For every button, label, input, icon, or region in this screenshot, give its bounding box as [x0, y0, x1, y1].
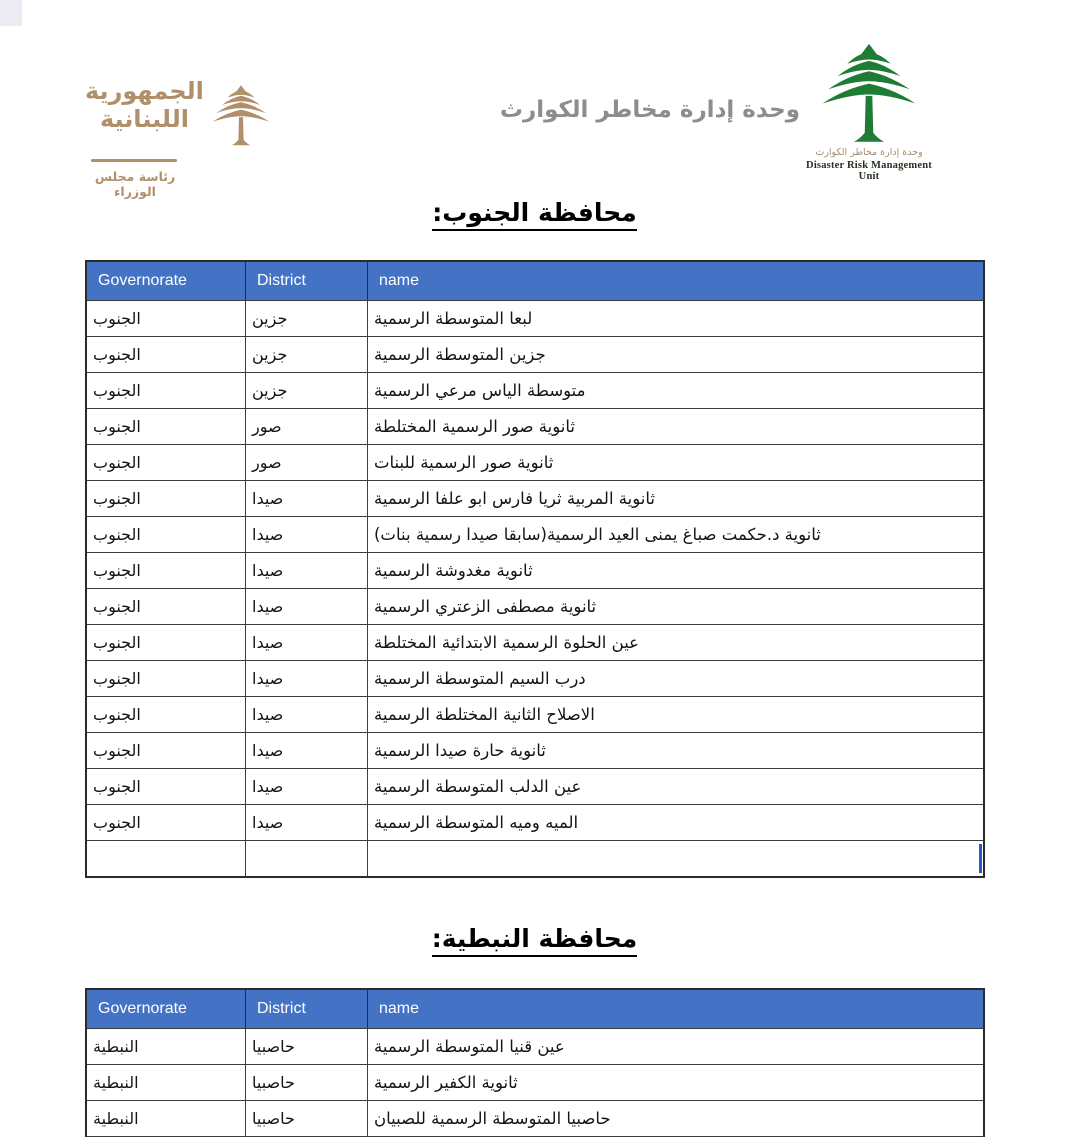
- district-cell[interactable]: [245, 625, 367, 660]
- section-title-nabatieh[interactable]: [0, 924, 1069, 953]
- governorate-cell[interactable]: [87, 1065, 245, 1100]
- name-cell[interactable]: [367, 661, 983, 696]
- district-cell[interactable]: [245, 373, 367, 408]
- table-row: [87, 840, 983, 876]
- district-text: صيدا: [252, 705, 284, 724]
- district-text: صيدا: [252, 597, 284, 616]
- district-text: حاصبيا: [252, 1037, 295, 1056]
- table-row: [87, 660, 983, 696]
- governorate-text: الجنوب: [93, 381, 141, 400]
- name-text: عين قنيا المتوسطة الرسمية: [374, 1037, 565, 1056]
- lebanese-republic-logo: [85, 78, 247, 199]
- governorate-cell[interactable]: [87, 481, 245, 516]
- governorate-text: الجنوب: [93, 777, 141, 796]
- name-text: لبعا المتوسطة الرسمية: [374, 309, 533, 328]
- table-row: [87, 624, 983, 660]
- district-cell[interactable]: [245, 1029, 367, 1064]
- name-text: ثانوية مصطفى الزعتري الرسمية: [374, 597, 597, 616]
- governorate-text: الجنوب: [93, 705, 141, 724]
- name-cell[interactable]: [367, 805, 983, 840]
- district-text: حاصبيا: [252, 1073, 295, 1092]
- district-text: صور: [252, 453, 282, 472]
- south-governorate-table: [85, 260, 985, 878]
- name-cell[interactable]: [367, 517, 983, 552]
- district-cell[interactable]: [245, 1101, 367, 1136]
- name-cell[interactable]: [367, 337, 983, 372]
- table-body: [87, 1028, 983, 1137]
- name-text: ثانوية صور الرسمية المختلطة: [374, 417, 575, 436]
- name-text: الميه وميه المتوسطة الرسمية: [374, 813, 579, 832]
- district-text: صيدا: [252, 489, 284, 508]
- name-text: متوسطة الياس مرعي الرسمية: [374, 381, 586, 400]
- name-cell[interactable]: [367, 841, 983, 876]
- name-cell[interactable]: [367, 1029, 983, 1064]
- district-cell[interactable]: [245, 661, 367, 696]
- cedar-tree-icon: [212, 84, 270, 152]
- drmu-logo: [801, 42, 937, 182]
- name-cell[interactable]: [367, 445, 983, 480]
- name-cell[interactable]: [367, 625, 983, 660]
- district-cell[interactable]: [245, 769, 367, 804]
- governorate-text: الجنوب: [93, 525, 141, 544]
- district-cell[interactable]: [245, 733, 367, 768]
- header-cell-governorate[interactable]: Governorate: [98, 1000, 187, 1017]
- name-cell[interactable]: [367, 481, 983, 516]
- cedar-tree-icon: [801, 42, 937, 146]
- table-row: [87, 1064, 983, 1100]
- name-text: الاصلاح الثانية المختلطة الرسمية: [374, 705, 595, 724]
- district-cell[interactable]: [245, 445, 367, 480]
- table-row: [87, 768, 983, 804]
- governorate-cell[interactable]: [87, 337, 245, 372]
- district-cell[interactable]: [245, 517, 367, 552]
- governorate-text: الجنوب: [93, 597, 141, 616]
- district-text: صور: [252, 417, 282, 436]
- name-cell[interactable]: [367, 733, 983, 768]
- district-cell[interactable]: [245, 301, 367, 336]
- name-text: عين الحلوة الرسمية الابتدائية المختلطة: [374, 633, 640, 652]
- section-title-south[interactable]: [0, 198, 1069, 227]
- governorate-cell[interactable]: [87, 625, 245, 660]
- table-row: [87, 1028, 983, 1064]
- table-row: [87, 300, 983, 336]
- governorate-text: الجنوب: [93, 489, 141, 508]
- table-row: [87, 336, 983, 372]
- name-text: ثانوية مغدوشة الرسمية: [374, 561, 533, 580]
- name-cell[interactable]: [367, 589, 983, 624]
- name-cell[interactable]: [367, 697, 983, 732]
- district-cell[interactable]: [245, 409, 367, 444]
- district-text: جزين: [252, 345, 288, 364]
- governorate-cell[interactable]: [87, 841, 245, 876]
- district-text: صيدا: [252, 525, 284, 544]
- table-row: [87, 552, 983, 588]
- governorate-cell[interactable]: [87, 553, 245, 588]
- district-text: صيدا: [252, 777, 284, 796]
- drmu-caption-arabic: وحدة إدارة مخاطر الكوارث: [815, 147, 923, 158]
- name-text: ثانوية المربية ثريا فارس ابو علفا الرسمية: [374, 489, 655, 508]
- district-cell[interactable]: [245, 1065, 367, 1100]
- text-cursor: [979, 844, 982, 873]
- governorate-cell[interactable]: [87, 733, 245, 768]
- governorate-text: الجنوب: [93, 453, 141, 472]
- drmu-caption-english: Disaster Risk Management Unit: [806, 160, 932, 182]
- table-row: [87, 516, 983, 552]
- name-text: جزين المتوسطة الرسمية: [374, 345, 546, 364]
- republic-title-line2: اللبنانية: [99, 104, 189, 133]
- governorate-text: الجنوب: [93, 669, 141, 688]
- name-cell[interactable]: [367, 1101, 983, 1136]
- name-cell[interactable]: [367, 769, 983, 804]
- district-text: صيدا: [252, 741, 284, 760]
- governorate-text: النبطية: [93, 1109, 139, 1128]
- table-row: [87, 804, 983, 840]
- table-row: [87, 408, 983, 444]
- section-title-nabatieh-text: محافظة النبطية:: [432, 924, 638, 957]
- republic-logo-subtitle: رئاسة مجلس الوزراء: [94, 169, 176, 199]
- name-cell[interactable]: [367, 301, 983, 336]
- name-text: ثانوية صور الرسمية للبنات: [374, 453, 554, 472]
- governorate-cell[interactable]: [87, 805, 245, 840]
- governorate-cell[interactable]: [87, 697, 245, 732]
- governorate-cell[interactable]: [87, 445, 245, 480]
- name-cell[interactable]: [367, 553, 983, 588]
- section-title-south-text: محافظة الجنوب:: [432, 198, 636, 231]
- name-text: ثانوية الكفير الرسمية: [374, 1073, 518, 1092]
- name-cell[interactable]: [367, 373, 983, 408]
- district-cell[interactable]: [245, 841, 367, 876]
- governorate-text: الجنوب: [93, 633, 141, 652]
- governorate-cell[interactable]: [87, 1101, 245, 1136]
- table-header-row: [87, 262, 983, 300]
- table-row: [87, 732, 983, 768]
- governorate-text: الجنوب: [93, 741, 141, 760]
- logo-divider: [91, 159, 177, 162]
- table-row: [87, 696, 983, 732]
- table-row: [87, 1100, 983, 1136]
- governorate-cell[interactable]: [87, 517, 245, 552]
- governorate-text: النبطية: [93, 1073, 139, 1092]
- name-text: عين الدلب المتوسطة الرسمية: [374, 777, 582, 796]
- district-text: صيدا: [252, 561, 284, 580]
- table-row: [87, 444, 983, 480]
- district-cell[interactable]: [245, 481, 367, 516]
- name-cell[interactable]: [367, 1065, 983, 1100]
- district-cell[interactable]: [245, 337, 367, 372]
- nabatieh-governorate-table: [85, 988, 985, 1137]
- governorate-text: الجنوب: [93, 813, 141, 832]
- district-cell[interactable]: [245, 589, 367, 624]
- governorate-cell[interactable]: [87, 661, 245, 696]
- governorate-text: الجنوب: [93, 309, 141, 328]
- name-cell[interactable]: [367, 409, 983, 444]
- header-cell-governorate[interactable]: Governorate: [98, 272, 187, 289]
- header-cell-district[interactable]: District: [245, 990, 367, 1028]
- table-header-row: [87, 990, 983, 1028]
- governorate-cell[interactable]: [87, 589, 245, 624]
- header-cell-name[interactable]: name: [367, 990, 983, 1028]
- name-text: ثانوية حارة صيدا الرسمية: [374, 741, 546, 760]
- name-text: حاصبيا المتوسطة الرسمية للصبيان: [374, 1109, 611, 1128]
- governorate-cell[interactable]: [87, 373, 245, 408]
- governorate-cell[interactable]: [87, 769, 245, 804]
- district-text: صيدا: [252, 669, 284, 688]
- name-text: درب السيم المتوسطة الرسمية: [374, 669, 586, 688]
- governorate-text: الجنوب: [93, 345, 141, 364]
- governorate-text: النبطية: [93, 1037, 139, 1056]
- republic-logo-title: [85, 78, 204, 133]
- table-body: [87, 300, 983, 876]
- governorate-cell[interactable]: [87, 301, 245, 336]
- district-text: جزين: [252, 309, 288, 328]
- name-text: ثانوية د.حكمت صباغ يمنى العيد الرسمية(سابقا صيدا رسمية بنات): [374, 525, 821, 544]
- republic-title-line1: الجمهورية: [85, 77, 204, 105]
- district-text: جزين: [252, 381, 288, 400]
- scan-corner-artifact: [0, 0, 22, 26]
- district-text: حاصبيا: [252, 1109, 295, 1128]
- governorate-text: الجنوب: [93, 417, 141, 436]
- governorate-cell[interactable]: [87, 409, 245, 444]
- table-row: [87, 372, 983, 408]
- district-cell[interactable]: [245, 697, 367, 732]
- district-cell[interactable]: [245, 805, 367, 840]
- governorate-cell[interactable]: [87, 1029, 245, 1064]
- unit-title[interactable]: وحدة إدارة مخاطر الكوارث: [499, 97, 800, 123]
- district-cell[interactable]: [245, 553, 367, 588]
- header-cell-name[interactable]: name: [367, 262, 983, 300]
- table-row: [87, 588, 983, 624]
- table-row: [87, 480, 983, 516]
- district-text: صيدا: [252, 813, 284, 832]
- header-cell-district[interactable]: District: [245, 262, 367, 300]
- governorate-text: الجنوب: [93, 561, 141, 580]
- district-text: صيدا: [252, 633, 284, 652]
